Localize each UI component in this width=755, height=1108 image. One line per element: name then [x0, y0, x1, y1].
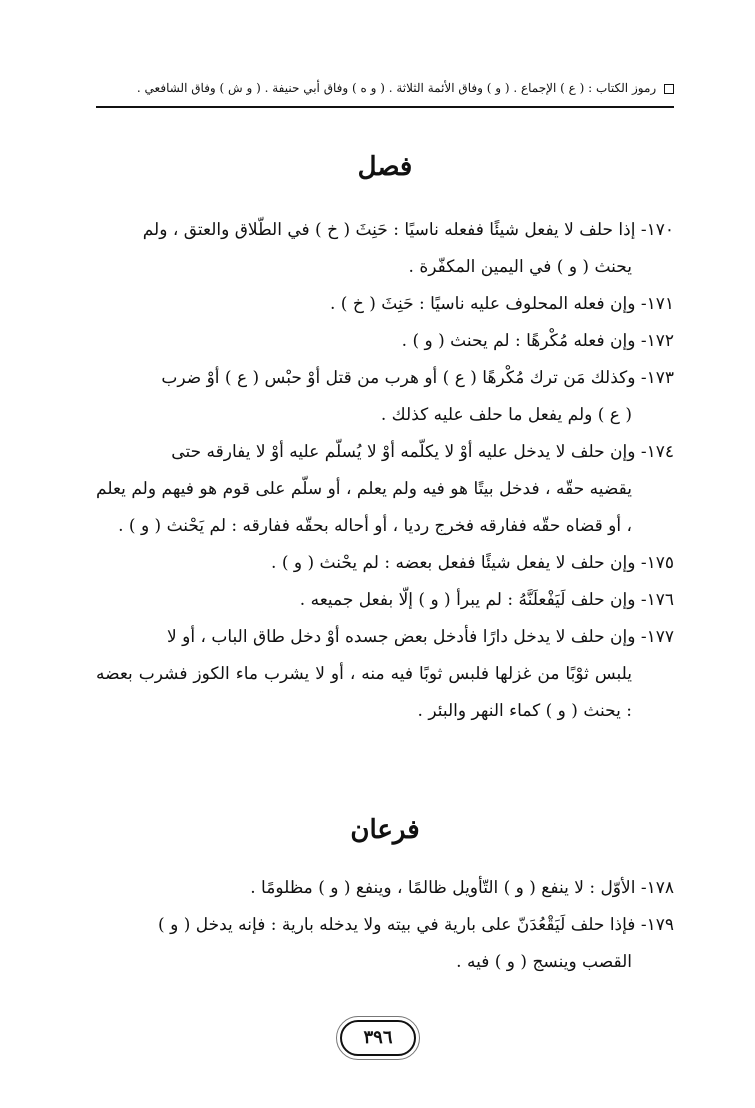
item-174-cont: يقضيه حقّه ، فدخل بيتًا هو فيه ولم يعلم ، أو سلّم على قوم هو فيهم ولم يعلم ، أو قضاه حقّه ففارقه فخرج رديا ، أو أحاله بحقّه ففارقه : لم يَحْنث ( و ) .	[96, 479, 632, 536]
item-177-cont: يلبس ثوْبًا من غزلها فلبس ثوبًا فيه منه ، أو لا يشرب ماء الكوز فشرب بعضه : يحنث ( و ) كماء النهر والبئر .	[96, 664, 632, 721]
item-175: ١٧٥- وإن حلف لا يفعل شيئًا ففعل بعضه : لم يحْنث ( و ) .	[271, 553, 674, 573]
section-heading-furuan: فرعان	[350, 815, 420, 845]
item-177: ١٧٧- وإن حلف لا يدخل دارًا فأدخل بعض جسده أوْ دخل طاق الباب ، أو لا	[167, 627, 674, 647]
item-176: ١٧٦- وإن حلف لَيَفْعلَنَّهُ : لم يبرأ ( و ) إلّا بفعل جميعه .	[299, 590, 674, 610]
running-header	[96, 78, 674, 98]
page-number: ٣٩٦	[340, 1020, 416, 1056]
item-174: ١٧٤- وإن حلف لا يدخل عليه أوْ لا يكلّمه أوْ لا يُسلّم عليه أوْ لا يفارقه حتى	[171, 442, 674, 462]
item-179-cont: القصب وينسج ( و ) فيه .	[456, 952, 632, 972]
item-173-cont: ( ع ) ولم يفعل ما حلف عليه كذلك .	[380, 405, 632, 425]
header-square-icon	[664, 84, 674, 94]
item-171: ١٧١- وإن فعله المحلوف عليه ناسيًا : حَنِثَ ( خ ) .	[330, 294, 674, 314]
section-1-body	[96, 212, 674, 730]
item-170: ١٧٠- إذا حلف لا يفعل شيئًا ففعله ناسيًا : حَنِثَ ( خ ) في الطّلاق والعتق ، ولم	[142, 220, 674, 240]
item-170-cont: يحنث ( و ) في اليمين المكفّرة .	[408, 257, 632, 277]
header-text: رموز الكتاب : ( ع ) الإجماع . ( و ) وفاق الأئمة الثلاثة . ( و ه ) وفاق أبي حنيفة . ( و ش ) وفاق الشافعي .	[136, 81, 657, 95]
item-178: ١٧٨- الأوّل : لا ينفع ( و ) التّأويل ظالمًا ، وينفع ( و ) مظلومًا .	[250, 878, 674, 898]
item-172: ١٧٢- وإن فعله مُكْرهًا : لم يحنث ( و ) .	[401, 331, 674, 351]
item-173: ١٧٣- وكذلك مَن ترك مُكْرهًا ( ع ) أو هرب من قتل أوْ حبْس ( ع ) أوْ ضرب	[161, 368, 674, 388]
header-rule	[96, 106, 674, 108]
item-179: ١٧٩- فإذا حلف لَيَقْعُدَنّ على بارية في بيته ولا يدخله بارية : فإنه يدخل ( و )	[158, 915, 674, 935]
section-2-body	[96, 870, 674, 981]
section-heading-fasl: فصل	[357, 152, 413, 182]
